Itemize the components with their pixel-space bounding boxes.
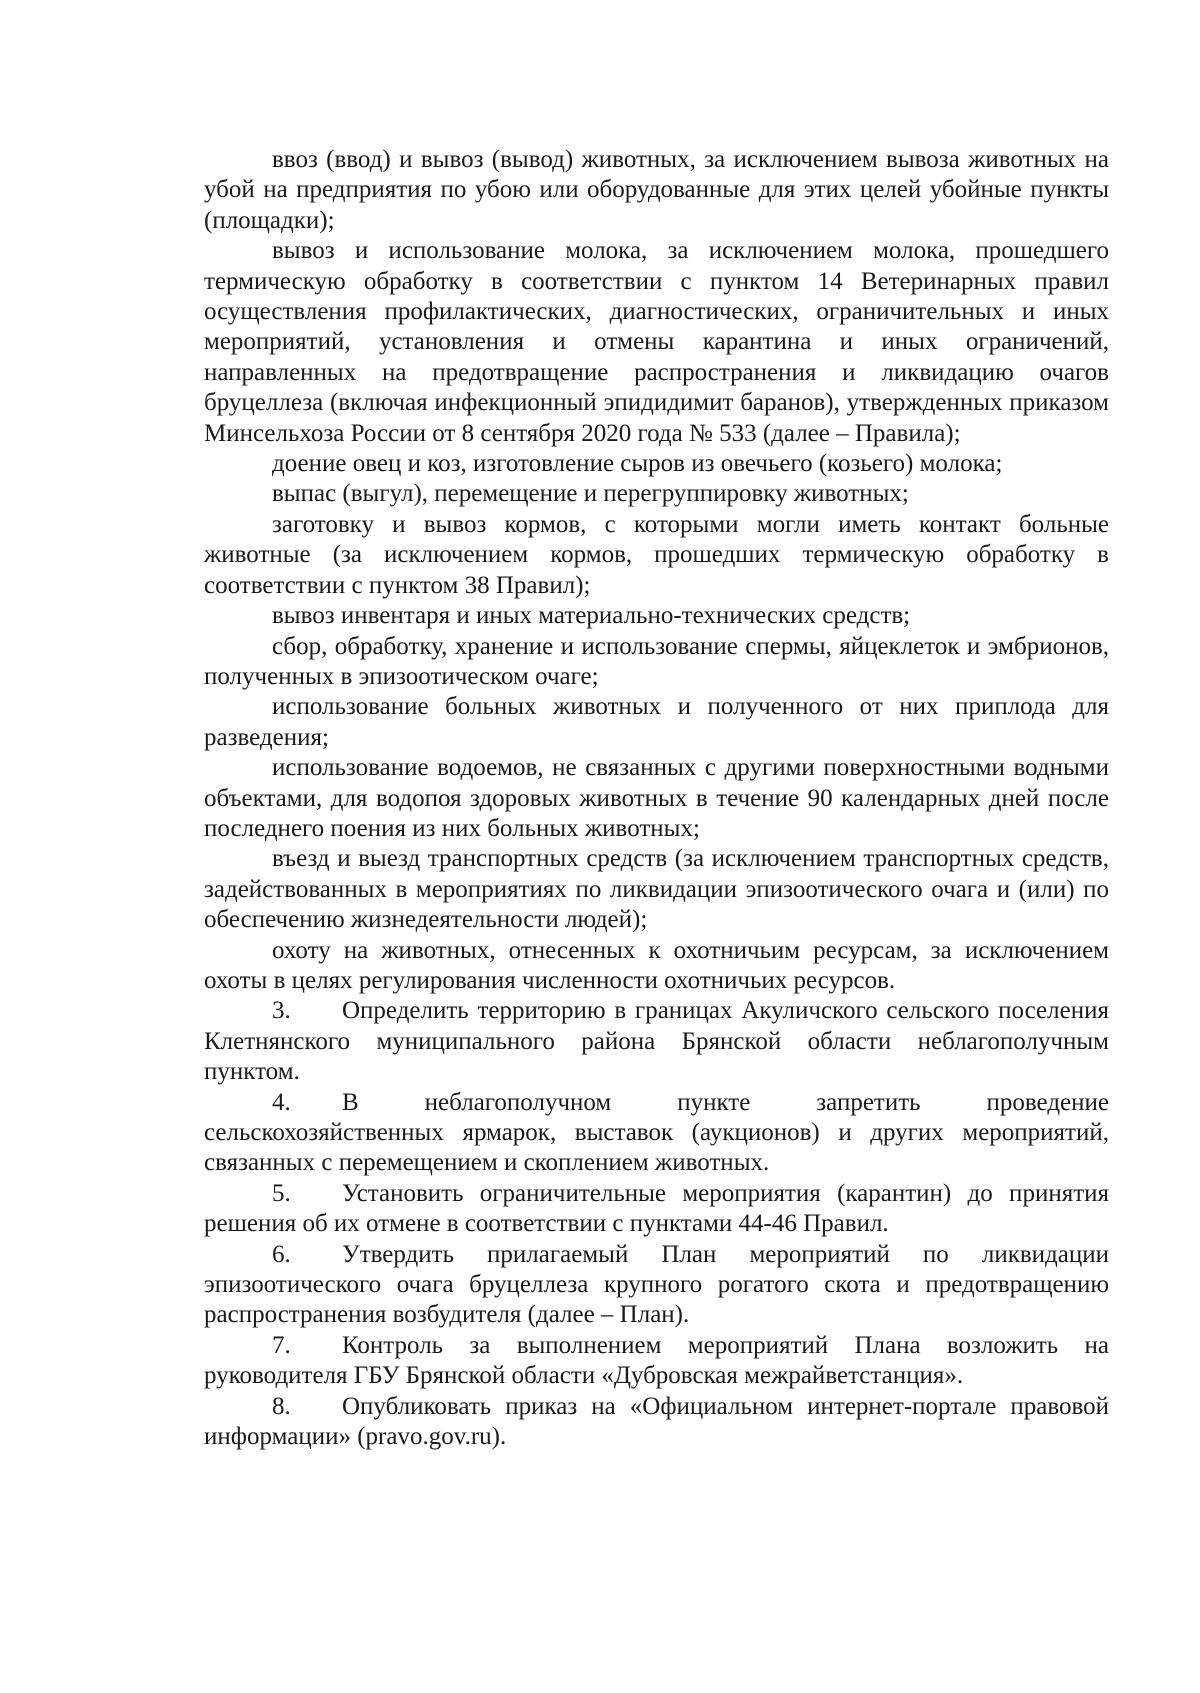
numbered-item	[204, 1088, 1109, 1179]
item-number: 6.	[272, 1240, 291, 1268]
item-text: Установить ограничительные мероприятия (карантин) до принятия решения об их отмене в соответствии с пунктами 44-46 Правил.	[204, 1179, 1109, 1238]
paragraph: заготовку и вывоз кормов, с которыми могли иметь контакт больные животные (за исключением кормов, прошедших термическую обработку в соответствии с пунктом 38 Правил);	[204, 510, 1109, 599]
paragraph: охоту на животных, отнесенных к охотничьим ресурсам, за исключением охоты в целях регулирования численности охотничьих ресурсов.	[204, 936, 1109, 994]
paragraph: въезд и выезд транспортных средств (за исключением транспортных средств, задействованных в мероприятиях по ликвидации эпизоотического очага и (или) по обеспечению жизнедеятельности людей);	[204, 845, 1109, 934]
numbered-item	[204, 1331, 1109, 1392]
item-text: Контроль за выполнением мероприятий Плана возложить на руководителя ГБУ Брянской области «Дубровская межрайветстанция».	[204, 1331, 1109, 1390]
numbered-item	[204, 1179, 1109, 1240]
paragraph: вывоз и использование молока, за исключением молока, прошедшего термическую обработку в соответствии с пунктом 14 Ветеринарных правил осуществления профилактических, диагностических, ограничительных и иных мероприятий, установления и отмены карантина и иных ограничений, направленных на предотвращение распространения и ликвидацию очагов бруцеллеза (включая инфекционный эпидидимит баранов), утвержденных приказом Минсельхоза России от 8 сентября 2020 года № 533 (далее – Правила);	[204, 237, 1109, 447]
item-text: Утвердить прилагаемый План мероприятий по ликвидации эпизоотического очага бруцеллеза крупного рогатого скота и предотвращению распространения возбудителя (далее – План).	[204, 1240, 1109, 1329]
paragraph: сбор, обработку, хранение и использование спермы, яйцеклеток и эмбрионов, полученных в эпизоотическом очаге;	[204, 632, 1109, 690]
paragraph: вывоз инвентаря и иных материально-технических средств;	[272, 602, 911, 630]
item-text: Опубликовать приказ на «Официальном интернет-портале правовой информации» (pravo.gov.ru).	[204, 1392, 1109, 1451]
paragraph: ввоз (ввод) и вывоз (вывод) животных, за исключением вывоза животных на убой на предприятия по убою или оборудованные для этих целей убойные пункты (площадки);	[204, 146, 1109, 234]
item-number: 4.	[272, 1088, 291, 1116]
document-body	[204, 145, 1109, 1452]
item-text: В неблагополучном пункте запретить проведение сельскохозяйственных ярмарок, выставок (аукционов) и других мероприятий, связанных с перемещением и скоплением животных.	[204, 1088, 1109, 1177]
item-text: Определить территорию в границах Акуличского сельского поселения Клетнянского муниципального района Брянской области неблагополучным пунктом.	[204, 997, 1109, 1086]
numbered-item	[204, 996, 1109, 1087]
paragraph: выпас (выгул), перемещение и перегруппировку животных;	[272, 480, 909, 508]
paragraph: использование больных животных и полученного от них приплода для разведения;	[204, 693, 1109, 751]
paragraph: доение овец и коз, изготовление сыров из овечьего (козьего) молока;	[272, 450, 1003, 478]
item-number: 8.	[272, 1392, 291, 1420]
item-number: 5.	[272, 1179, 291, 1207]
numbered-item	[204, 1240, 1109, 1331]
item-number: 3.	[272, 997, 291, 1025]
item-number: 7.	[272, 1331, 291, 1359]
numbered-item	[204, 1392, 1109, 1453]
paragraph: использование водоемов, не связанных с другими поверхностными водными объектами, для водопоя здоровых животных в течение 90 календарных дней после последнего поения из них больных животных;	[204, 754, 1109, 842]
